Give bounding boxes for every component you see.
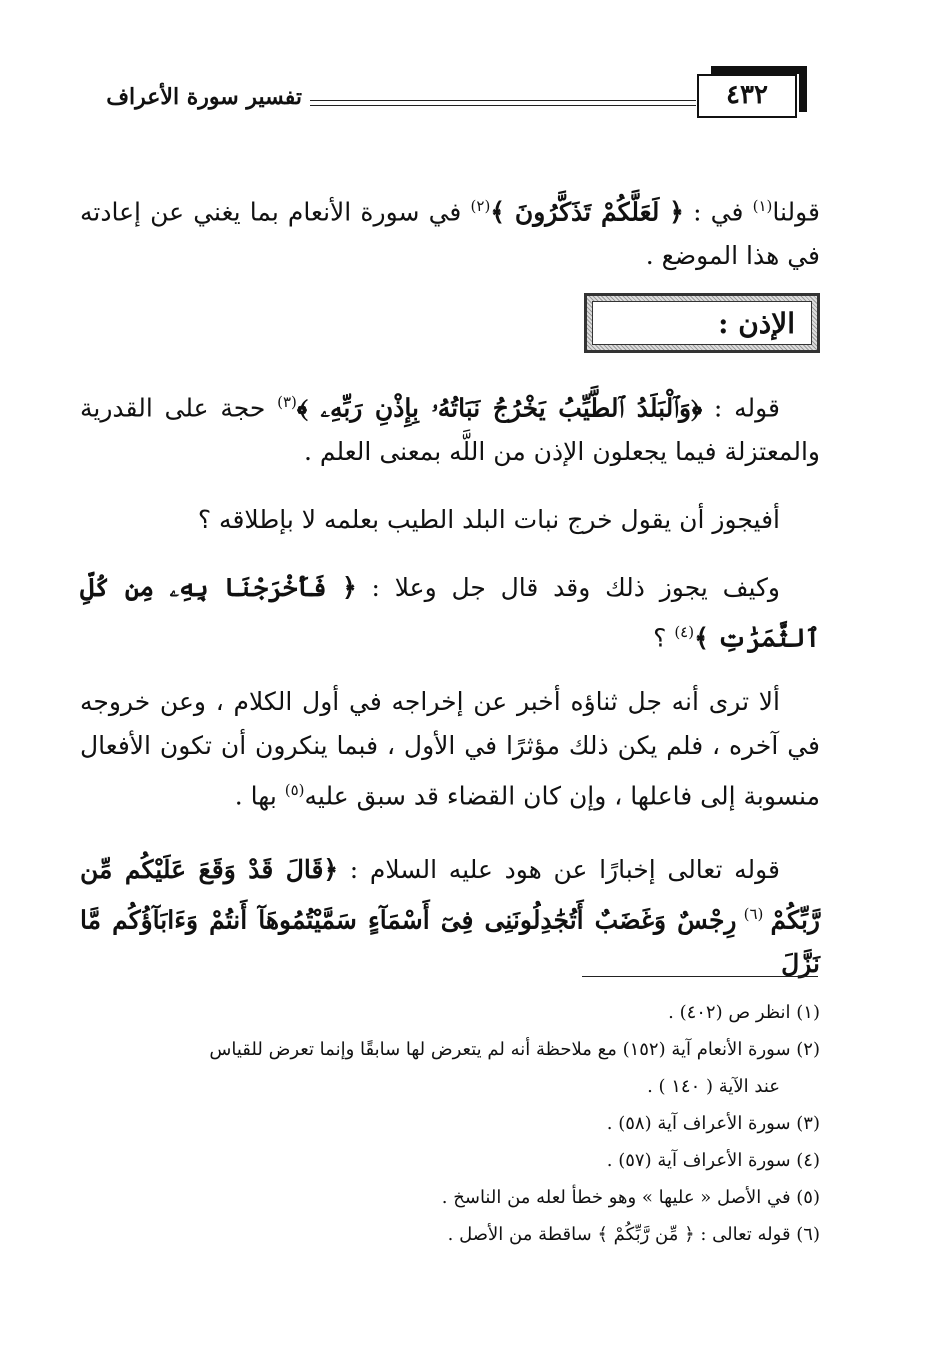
quran-verse: ﴿ لَعَلَّكُمْ تَذَكَّرُونَ ﴾: [490, 197, 684, 227]
paragraph-3: [80, 498, 820, 542]
text: بها .: [234, 781, 285, 811]
section-heading: الإذن :: [592, 301, 812, 345]
quran-verse: ﴿ فَأَخْرَجْنَا بِهِۦ مِن كُلِّ ٱلثَّمَرَٰتِ ﴾: [80, 573, 820, 653]
footnote-ref: (٤): [674, 623, 695, 641]
footnote-ref: (١): [752, 197, 773, 215]
footnote-ref: (٢): [470, 197, 491, 215]
text: أفيجوز أن يقول خرج نبات البلد الطيب بعلمه لا بإطلاقه ؟: [197, 505, 780, 534]
text: قوله :: [702, 393, 780, 423]
paragraph-4: [80, 566, 820, 660]
section-heading-box: [584, 293, 820, 353]
text: قوله تعالى إخبارًا عن هود عليه السلام :: [338, 855, 780, 884]
quran-verse: ﴿وَٱلْبَلَدُ ٱلطَّيِّبُ يَخْرُجُ نَبَاتُهُۥ بِإِذْنِ رَبِّهِۦ ﴾: [296, 393, 703, 423]
footnote-ref: (٥): [284, 781, 305, 799]
text: في :: [683, 197, 753, 227]
paragraph-2: [80, 380, 820, 474]
footnote-rule: [582, 976, 818, 977]
running-title: تفسير سورة الأعراف: [106, 84, 302, 110]
footnote-3: (٣) سورة الأعراف آية (٥٨) .: [606, 1113, 820, 1134]
footnote-ref: (٣): [277, 393, 297, 411]
footnote-1: (١) انظر ص (٤٠٢) .: [668, 1002, 820, 1023]
footnote-6: (٦) قوله تعالى : ﴿ مِّن رَّبِّكُمْ ﴾ ساقطة من الأصل .: [447, 1224, 820, 1245]
page-number: ٤٣٢: [726, 80, 768, 110]
footnotes: [80, 994, 820, 1253]
text: في سورة الأنعام بما يغني عن إعادته في هذا الموضع .: [80, 197, 820, 271]
page-number-frame: [697, 74, 797, 118]
quran-verse: رِجْسٌ وَغَضَبٌ أَتُجَٰدِلُونَنِى فِىٓ أَسْمَآءٍ سَمَّيْتُمُوهَآ أَنتُمْ وَءَابَآؤُكُم مَّا نَزَّلَ: [80, 905, 820, 979]
text: وكيف يجوز ذلك وقد قال جل وعلا :: [356, 573, 780, 602]
text: ألا ترى أنه جل ثناؤه أخبر عن إخراجه في أول الكلام ، وعن خروجه في آخره ، فلم يكن ذلك مؤثرًا في الأول ، فبما ينكرون أن تكون الأفعال منسوبة إلى فاعلها ، وإن كان القضاء قد سبق عليه: [80, 687, 820, 811]
paragraph-1: [80, 184, 820, 278]
footnote-4: (٤) سورة الأعراف آية (٥٧) .: [606, 1150, 820, 1171]
footnote-2-continued: عند الآية ( ١٤٠ ) .: [647, 1076, 780, 1097]
header-rule: [310, 100, 696, 106]
text: ؟: [653, 623, 675, 653]
footnote-2: (٢) سورة الأنعام آية (١٥٢) مع ملاحظة أنه لم يتعرض لها سابقًا وإنما تعرض للقياس: [209, 1039, 820, 1060]
paragraph-5: [80, 680, 820, 818]
text: قولنا: [772, 197, 821, 227]
quran-verse: ﴿قَالَ قَدْ وَقَعَ عَلَيْكُم مِّن رَّبِّكُمْ: [80, 855, 820, 935]
text: حجة على القدرية والمعتزلة فيما يجعلون الإذن من اللَّه بمعنى العلم .: [80, 393, 820, 467]
paragraph-6: [80, 848, 820, 986]
footnote-ref: (٦): [736, 905, 771, 923]
footnote-5: (٥) في الأصل « عليها » وهو خطأ لعله من الناسخ .: [441, 1187, 820, 1208]
